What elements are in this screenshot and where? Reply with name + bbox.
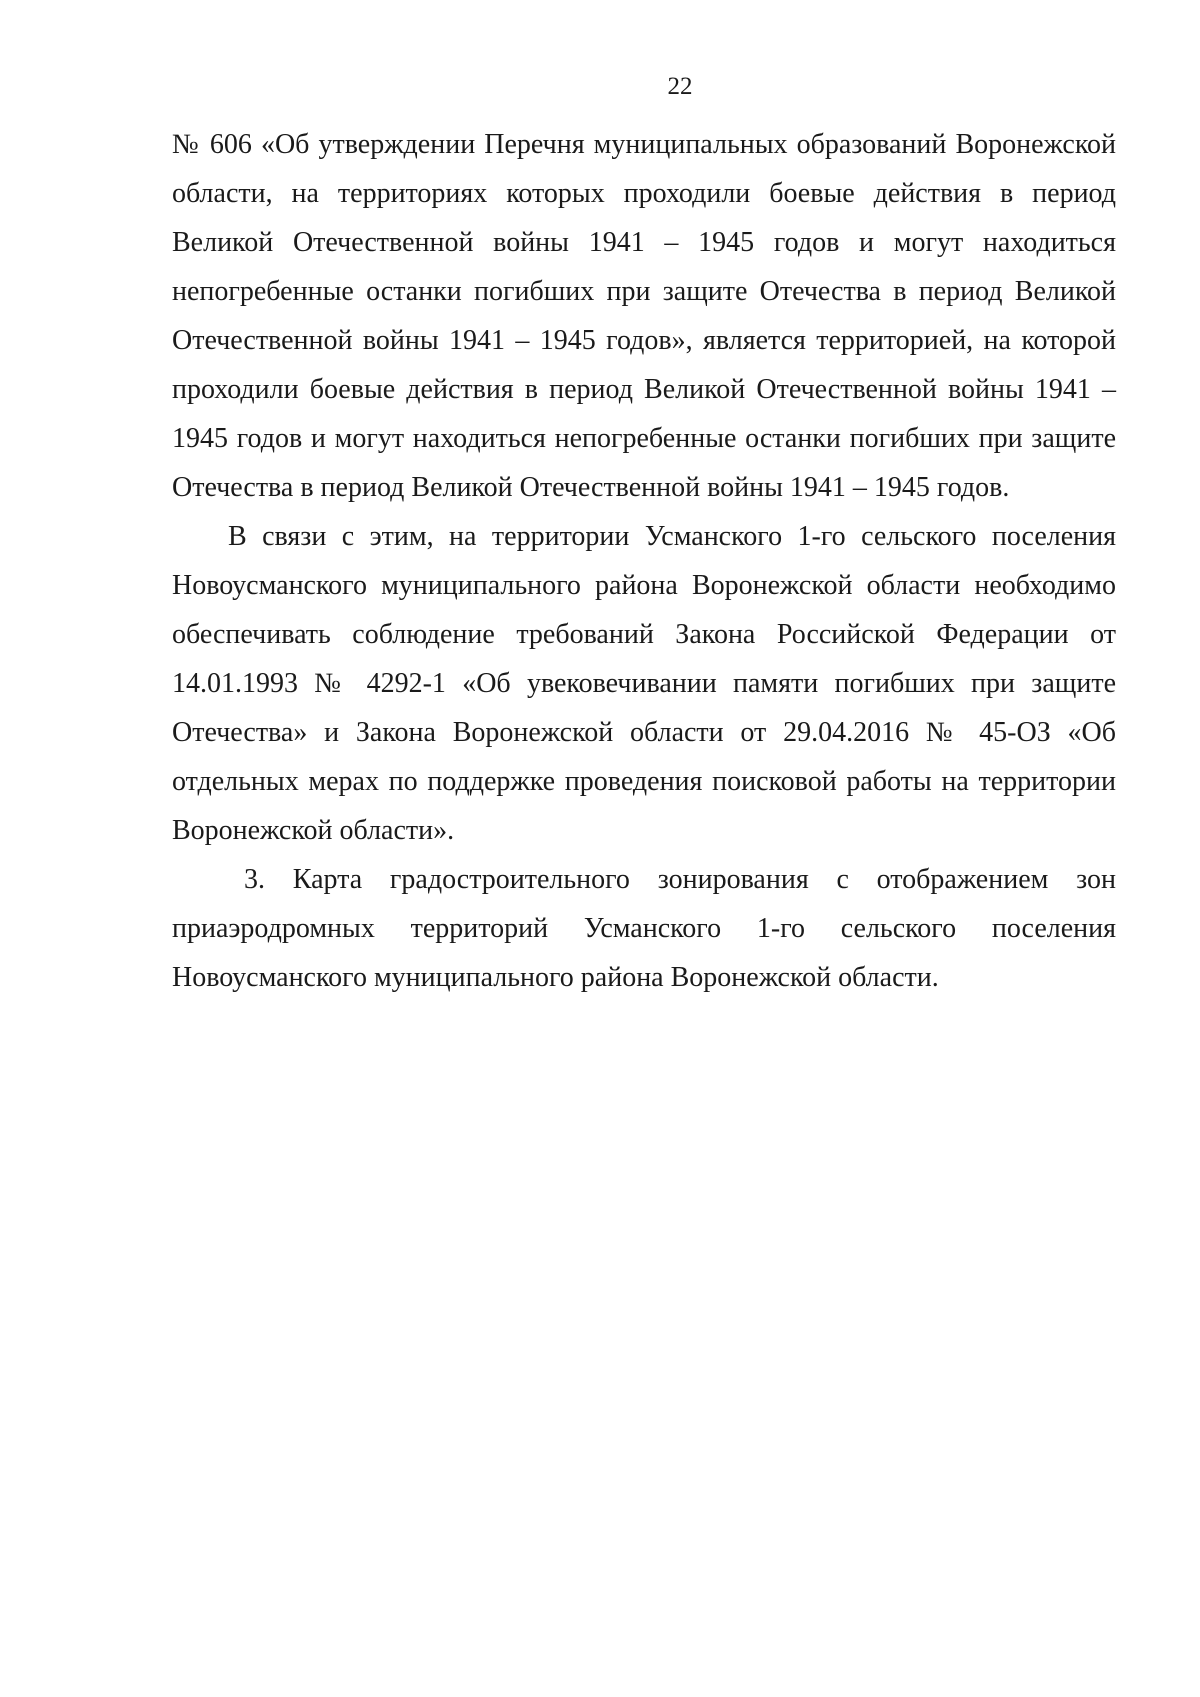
paragraph-memorial-requirements: В связи с этим, на территории Усманского 1-го сельского поселения Новоусманского муниципального района Воронежской области необходимо обеспечивать соблюдение требований Закона Российской Федерации от 14.01.1993 № 4292-1 «Об увековечивании памяти погибших при защите Отечества» и Закона Воронежской области от 29.04.2016 № 45-ОЗ «Об отдельных мерах по поддержке проведения поисковой работы на территории Воронежской области». xyxy=(172,521,1116,846)
document-body xyxy=(172,120,1116,1002)
paragraph-continued: № 606 «Об утверждении Перечня муниципальных образований Воронежской области, на территориях которых проходили боевые действия в период Великой Отечественной войны 1941 – 1945 годов и могут находиться непогребенные останки погибших при защите Отечества в период Великой Отечественной войны 1941 – 1945 годов», является территорией, на которой проходили боевые действия в период Великой Отечественной войны 1941 – 1945 годов и могут находиться непогребенные останки погибших при защите Отечества в период Великой Отечественной войны 1941 – 1945 годов. xyxy=(172,129,1116,503)
paragraph-item-3-zoning-map: 3. Карта градостроительного зонирования с отображением зон приаэродромных территорий Усманского 1-го сельского поселения Новоусманского муниципального района Воронежской области. xyxy=(172,864,1116,993)
page-number: 22 xyxy=(667,73,693,100)
